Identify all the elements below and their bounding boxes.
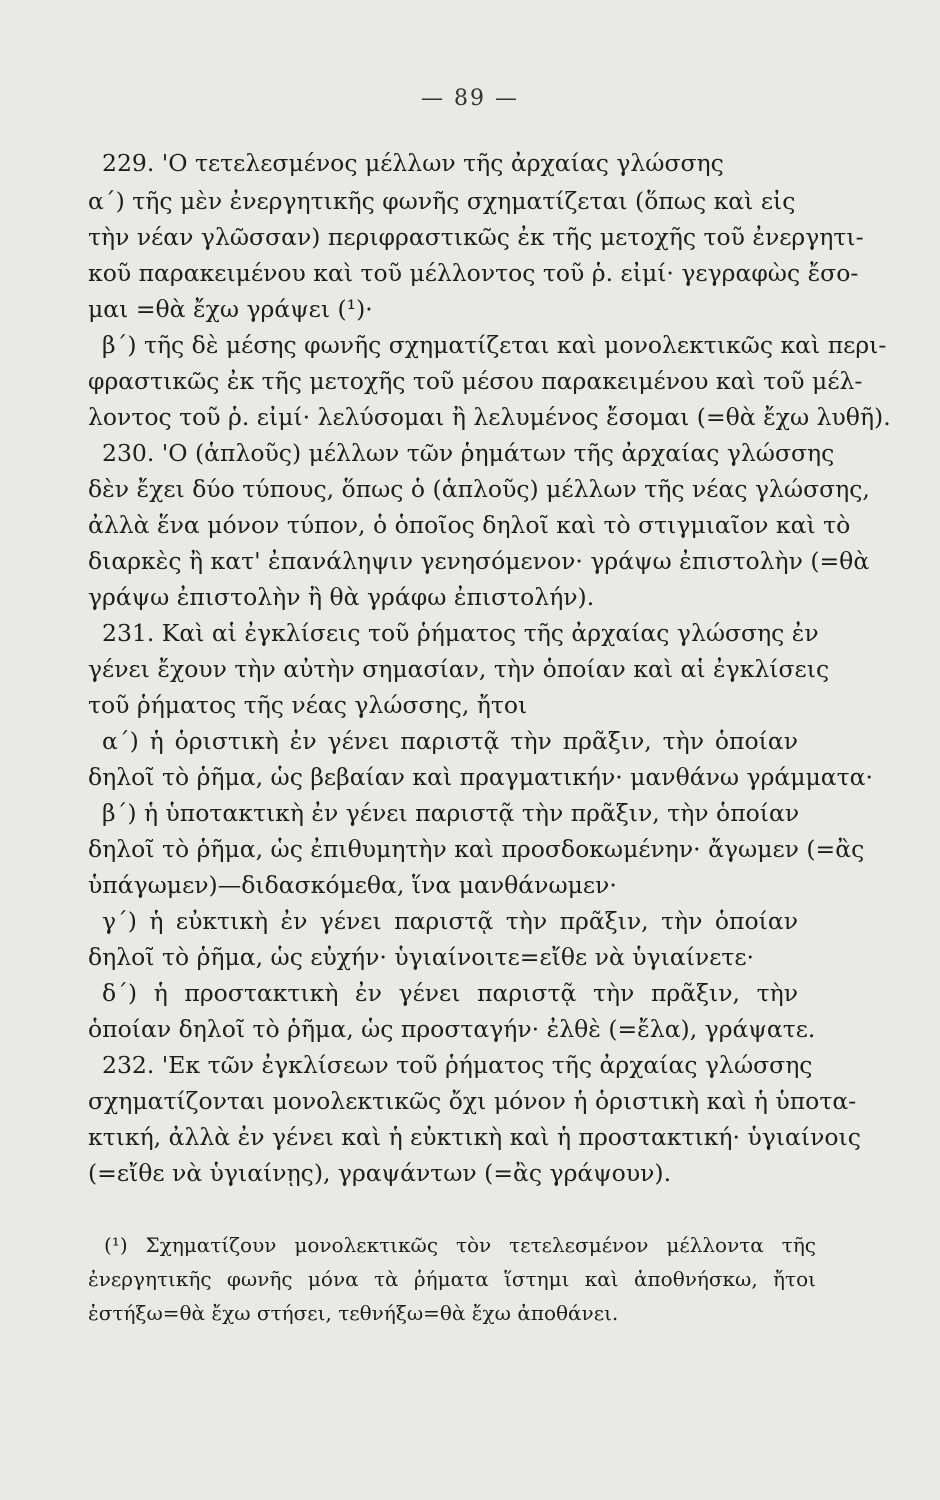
footnote-line: ἐνεργητικῆς φωνῆς μόνα τὰ ῥήματα ἵστημι καὶ ἀποθνήσκω, ἤτοι [88, 1267, 816, 1291]
text-line: ἀλλὰ ἕνα μόνον τύπον, ὁ ὁποῖος δηλοῖ καὶ τὸ στιγμιαῖον καὶ τὸ [88, 511, 851, 539]
text-line: δηλοῖ τὸ ῥῆμα, ὡς ἐπιθυμητὴν καὶ προσδοκωμένην· ἄγωμεν (=ἂς [88, 835, 865, 863]
text-line: τὴν νέαν γλῶσσαν) περιφραστικῶς ἐκ τῆς μετοχῆς τοῦ ἐνεργητι- [88, 223, 864, 251]
text-line: σχηματίζονται μονολεκτικῶς ὄχι μόνον ἡ ὁριστικὴ καὶ ἡ ὑποτα- [88, 1087, 857, 1115]
text-line: φραστικῶς ἐκ τῆς μετοχῆς τοῦ μέσου παρακειμένου καὶ τοῦ μέλ- [88, 367, 863, 395]
text-line: μαι =θὰ ἔχω γράψει (¹)· [88, 295, 373, 323]
text-line: ὑπάγωμεν)—διδασκόμεθα, ἵνα μανθάνωμεν· [88, 871, 617, 899]
footnote-line: (¹) Σχηματίζουν μονολεκτικῶς τὸν τετελεσμένον μέλλοντα τῆς [104, 1233, 816, 1257]
text-line: λοντος τοῦ ῥ. εἰμί· λελύσομαι ἢ λελυμένος ἔσομαι (=θὰ ἔχω λυθῆ). [88, 403, 891, 431]
text-line: κοῦ παρακειμένου καὶ τοῦ μέλλοντος τοῦ ῥ. εἰμί· γεγραφὼς ἔσο- [88, 259, 859, 287]
text-line: γράψω ἐπιστολὴν ἢ θὰ γράφω ἐπιστολήν). [88, 583, 595, 611]
text-line: δὲν ἔχει δύο τύπους, ὅπως ὁ (ἁπλοῦς) μέλλων τῆς νέας γλώσσης, [88, 475, 870, 503]
text-line: δηλοῖ τὸ ῥῆμα, ὡς εὐχήν· ὑγιαίνοιτε=εἴθε νὰ ὑγιαίνετε· [88, 943, 755, 971]
text-line: κτική, ἀλλὰ ἐν γένει καὶ ἡ εὐκτικὴ καὶ ἡ προστακτική· ὑγιαίνοις [88, 1123, 861, 1151]
text-line: τοῦ ῥήματος τῆς νέας γλώσσης, ἤτοι [88, 691, 528, 719]
text-line: 231. Καὶ αἱ ἐγκλίσεις τοῦ ῥήματος τῆς ἀρχαίας γλώσσης ἐν [102, 619, 819, 647]
text-line: α΄) ἡ ὁριστικὴ ἐν γένει παριστᾷ τὴν πρᾶξιν, τὴν ὁποίαν [102, 727, 798, 755]
page-number: — 89 — [421, 86, 519, 111]
text-line: διαρκὲς ἢ κατ' ἐπανάληψιν γενησόμενον· γράψω ἐπιστολὴν (=θὰ [88, 547, 870, 575]
text-line: (=εἴθε νὰ ὑγιαίνῃς), γραψάντων (=ἂς γράψουν). [88, 1159, 672, 1187]
footnote-line: ἑστήξω=θὰ ἔχω στήσει, τεθνήξω=θὰ ἔχω ἀποθάνει. [88, 1301, 619, 1325]
text-line: β΄) ἡ ὑποτακτικὴ ἐν γένει παριστᾷ τὴν πρᾶξιν, τὴν ὁποίαν [102, 799, 800, 827]
text-line: δ΄) ἡ προστακτικὴ ἐν γένει παριστᾷ τὴν πρᾶξιν, τὴν [102, 979, 798, 1007]
text-line: α΄) τῆς μὲν ἐνεργητικῆς φωνῆς σχηματίζεται (ὅπως καὶ εἰς [88, 187, 796, 215]
text-line: γ΄) ἡ εὐκτικὴ ἐν γένει παριστᾷ τὴν πρᾶξιν, τὴν ὁποίαν [102, 907, 798, 935]
text-line: 230. 'Ο (ἁπλοῦς) μέλλων τῶν ῥημάτων τῆς ἀρχαίας γλώσσης [102, 439, 835, 467]
text-line: 232. 'Εκ τῶν ἐγκλίσεων τοῦ ῥήματος τῆς ἀρχαίας γλώσσης [102, 1051, 813, 1079]
text-line: δηλοῖ τὸ ῥῆμα, ὡς βεβαίαν καὶ πραγματικήν· μανθάνω γράμματα· [88, 763, 874, 791]
text-line: γένει ἔχουν τὴν αὐτὴν σημασίαν, τὴν ὁποίαν καὶ αἱ ἐγκλίσεις [88, 655, 830, 683]
text-line: ὁποίαν δηλοῖ τὸ ῥῆμα, ὡς προσταγήν· ἐλθὲ (=ἔλα), γράψατε. [88, 1015, 816, 1043]
text-line: β΄) τῆς δὲ μέσης φωνῆς σχηματίζεται καὶ μονολεκτικῶς καὶ περι- [102, 331, 887, 359]
text-line: 229. 'Ο τετελεσμένος μέλλων τῆς ἀρχαίας γλώσσης [102, 149, 724, 177]
